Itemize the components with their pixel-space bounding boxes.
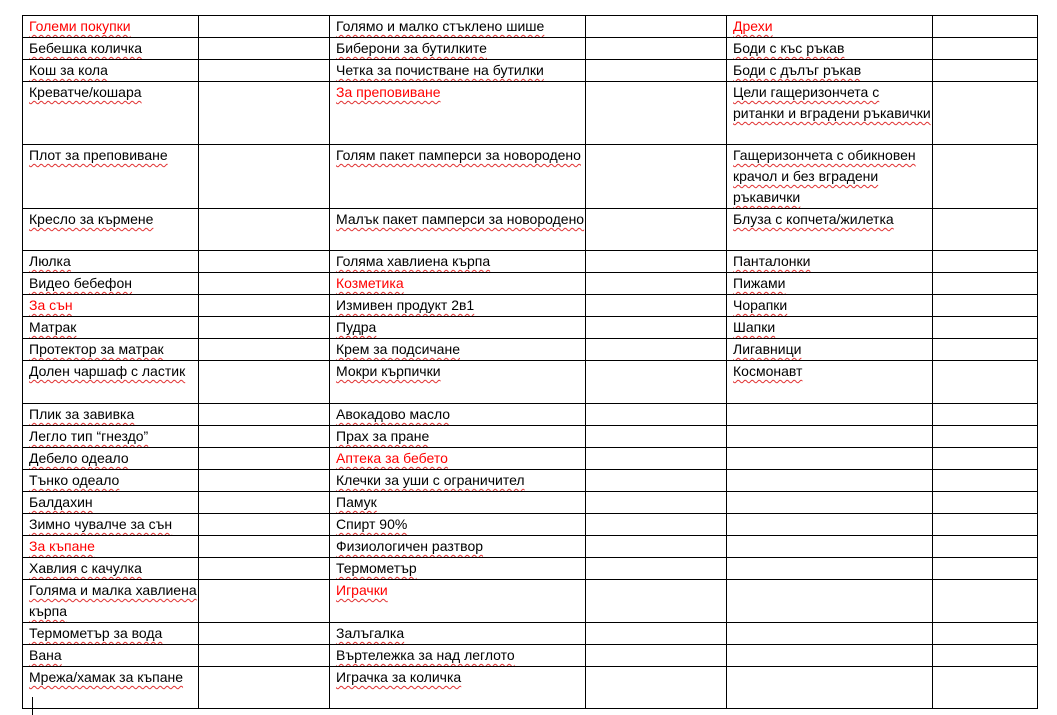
item-cell[interactable] [330,470,586,492]
empty-cell[interactable] [586,82,727,145]
baby-shopping-table [22,15,1038,709]
item-label: Авокадово масло [336,406,451,422]
item-cell[interactable] [23,558,199,580]
item-cell[interactable] [23,60,199,82]
item-label: Голям пакет памперси за новородено [336,147,581,163]
table-row [23,317,1038,339]
empty-cell[interactable] [933,209,1038,251]
item-label: Чорапки [733,297,788,313]
item-label: Боди с къс ръкав [733,40,845,56]
table-row [23,38,1038,60]
category-heading: За къпане [29,538,95,554]
empty-cell[interactable] [933,38,1038,60]
item-cell[interactable] [23,667,199,709]
empty-cell[interactable] [933,448,1038,470]
item-cell[interactable] [330,404,586,426]
item-label: Пижами [733,275,786,291]
item-cell[interactable] [23,82,199,145]
item-label: Шапки [733,319,776,335]
item-label: Панталонки [733,253,811,269]
item-cell[interactable] [727,60,933,82]
empty-cell[interactable] [586,209,727,251]
empty-cell[interactable] [199,145,330,209]
item-cell[interactable] [23,38,199,60]
empty-cell[interactable] [586,295,727,317]
item-cell[interactable] [23,273,199,295]
table-row [23,645,1038,667]
item-label: Спирт 90% [336,516,408,532]
empty-cell[interactable] [586,273,727,295]
item-cell[interactable] [23,514,199,536]
empty-cell[interactable] [586,145,727,209]
table-row [23,580,1038,623]
table-row [23,273,1038,295]
item-label: Балдахин [29,494,93,510]
empty-cell[interactable] [933,82,1038,145]
table-row [23,209,1038,251]
item-label: Четка за почистване на бутилки [336,62,544,78]
category-heading-cell[interactable] [330,580,586,623]
item-cell[interactable] [23,623,199,645]
item-cell[interactable] [330,361,586,404]
item-label: Матрак [29,319,77,335]
item-cell[interactable] [330,514,586,536]
item-label: Видео бебефон [29,275,132,291]
item-label: Залъгалка [336,625,405,641]
item-label: Плик за завивка [29,406,135,422]
empty-cell[interactable] [199,251,330,273]
item-label: Измивен продукт 2в1 [336,297,475,313]
item-label: Прах за пране [336,428,430,444]
table-row [23,623,1038,645]
empty-cell[interactable] [933,60,1038,82]
item-label: Голяма хавлиена кърпа [336,253,491,269]
item-label: Люлка [29,253,71,269]
item-cell[interactable] [727,295,933,317]
category-heading: Големи покупки [29,18,131,34]
empty-cell[interactable] [199,514,330,536]
category-heading: Козметика [336,275,404,291]
empty-cell[interactable] [933,623,1038,645]
item-label: Голяма и малка хавлиена кърпа [29,582,197,619]
item-cell[interactable] [23,426,199,448]
empty-cell[interactable] [199,536,330,558]
item-label: Космонавт [733,363,803,379]
item-cell[interactable] [23,470,199,492]
empty-cell[interactable] [199,209,330,251]
table-row [23,667,1038,709]
item-cell[interactable] [727,273,933,295]
item-cell[interactable] [727,251,933,273]
item-cell[interactable] [23,492,199,514]
item-cell[interactable] [727,492,933,514]
item-label: Мокри кърпички [336,363,441,379]
empty-cell[interactable] [199,426,330,448]
table-row [23,251,1038,273]
empty-cell[interactable] [586,645,727,667]
table-row [23,60,1038,82]
empty-cell[interactable] [933,514,1038,536]
item-label: Термометър [336,560,417,576]
item-cell[interactable] [23,361,199,404]
table-row [23,16,1038,38]
item-cell[interactable] [330,536,586,558]
empty-cell[interactable] [586,38,727,60]
empty-cell[interactable] [933,536,1038,558]
item-label: Хавлия с качулка [29,560,142,576]
item-cell[interactable] [23,317,199,339]
item-cell[interactable] [330,16,586,38]
item-cell[interactable] [23,645,199,667]
item-label: Креватче/кошара [29,84,142,100]
item-cell[interactable] [330,645,586,667]
item-label: Гащеризончета с обикновен крачол и без вградени ръкавички [733,147,916,205]
empty-cell[interactable] [199,273,330,295]
empty-cell[interactable] [933,667,1038,709]
item-cell[interactable] [330,251,586,273]
item-label: Кресло за кърмене [29,211,154,227]
empty-cell[interactable] [199,295,330,317]
item-cell[interactable] [727,82,933,145]
empty-cell[interactable] [586,404,727,426]
table-row [23,295,1038,317]
category-heading-cell[interactable] [23,16,199,38]
item-cell[interactable] [330,667,586,709]
empty-cell[interactable] [933,580,1038,623]
item-label: Зимно чувалче за сън [29,516,173,532]
empty-cell[interactable] [933,145,1038,209]
item-label: Клечки за уши с ограничител [336,472,525,488]
item-cell[interactable] [727,514,933,536]
empty-cell[interactable] [199,558,330,580]
item-cell[interactable] [330,60,586,82]
item-cell[interactable] [330,339,586,361]
item-cell[interactable] [727,404,933,426]
table-row [23,558,1038,580]
table-row [23,404,1038,426]
empty-cell[interactable] [199,645,330,667]
item-label: Легло тип “гнездо” [29,428,149,444]
empty-cell[interactable] [199,623,330,645]
empty-cell[interactable] [199,82,330,145]
item-label: Кош за кола [29,62,108,78]
item-cell[interactable] [727,470,933,492]
category-heading: За преповиване [336,84,441,100]
item-label: Дебело одеало [29,450,129,466]
item-cell[interactable] [727,361,933,404]
empty-cell[interactable] [199,60,330,82]
text-cursor [32,697,33,715]
item-label: Биберони за бутилките [336,40,487,56]
item-cell[interactable] [23,339,199,361]
category-heading-cell[interactable] [23,295,199,317]
empty-cell[interactable] [586,448,727,470]
empty-cell[interactable] [586,536,727,558]
item-cell[interactable] [330,145,586,209]
item-cell[interactable] [727,339,933,361]
empty-cell[interactable] [933,404,1038,426]
empty-cell[interactable] [933,251,1038,273]
empty-cell[interactable] [586,470,727,492]
item-label: Физиологичен разтвор [336,538,484,554]
item-label: Термометър за вода [29,625,163,641]
item-label: Блуза с копчета/жилетка [733,211,894,227]
table-row [23,82,1038,145]
empty-cell[interactable] [199,16,330,38]
table-row [23,470,1038,492]
empty-cell[interactable] [586,317,727,339]
item-cell[interactable] [23,145,199,209]
item-label: Крем за подсичане [336,341,460,357]
empty-cell[interactable] [586,580,727,623]
item-cell[interactable] [330,209,586,251]
item-cell[interactable] [727,580,933,623]
empty-cell[interactable] [933,426,1038,448]
empty-cell[interactable] [199,404,330,426]
empty-cell[interactable] [586,623,727,645]
empty-cell[interactable] [933,492,1038,514]
item-label: Памук [336,494,377,510]
empty-cell[interactable] [586,361,727,404]
category-heading: Дрехи [733,18,773,34]
empty-cell[interactable] [933,361,1038,404]
empty-cell[interactable] [199,448,330,470]
item-cell[interactable] [727,667,933,709]
table-row [23,536,1038,558]
item-cell[interactable] [727,426,933,448]
item-cell[interactable] [330,558,586,580]
empty-cell[interactable] [199,470,330,492]
empty-cell[interactable] [933,16,1038,38]
empty-cell[interactable] [586,492,727,514]
item-cell[interactable] [727,317,933,339]
empty-cell[interactable] [586,339,727,361]
empty-cell[interactable] [586,60,727,82]
category-heading: Аптека за бебето [336,450,448,466]
category-heading: Играчки [336,582,388,598]
empty-cell[interactable] [199,38,330,60]
item-label: Бебешка количка [29,40,143,56]
empty-cell[interactable] [199,361,330,404]
item-cell[interactable] [727,209,933,251]
table-row [23,492,1038,514]
category-heading-cell[interactable] [330,82,586,145]
empty-cell[interactable] [586,558,727,580]
empty-cell[interactable] [933,645,1038,667]
empty-cell[interactable] [199,580,330,623]
empty-cell[interactable] [199,317,330,339]
category-heading-cell[interactable] [23,536,199,558]
item-cell[interactable] [23,251,199,273]
empty-cell[interactable] [586,251,727,273]
table-row [23,339,1038,361]
empty-cell[interactable] [586,514,727,536]
empty-cell[interactable] [586,667,727,709]
item-cell[interactable] [727,448,933,470]
item-cell[interactable] [23,209,199,251]
item-label: Вана [29,647,62,663]
item-cell[interactable] [330,317,586,339]
item-cell[interactable] [330,623,586,645]
item-label: Играчка за количка [336,669,462,685]
empty-cell[interactable] [199,667,330,709]
category-heading-cell[interactable] [330,448,586,470]
empty-cell[interactable] [933,295,1038,317]
category-heading-cell[interactable] [727,16,933,38]
item-cell[interactable] [727,623,933,645]
empty-cell[interactable] [199,339,330,361]
empty-cell[interactable] [933,317,1038,339]
category-heading-cell[interactable] [330,273,586,295]
item-label: Въртележка за над леглото [336,647,515,663]
table-row [23,145,1038,209]
item-label: Тънко одеало [29,472,120,488]
item-cell[interactable] [23,448,199,470]
item-label: Голямо и малко стъклено шише [336,18,545,34]
item-cell[interactable] [23,404,199,426]
category-heading: За сън [29,297,73,313]
item-cell[interactable] [23,580,199,623]
empty-cell[interactable] [199,492,330,514]
item-label: Цели гащеризончета с ританки и вградени ръкавички [733,84,931,121]
table-row [23,426,1038,448]
empty-cell[interactable] [586,426,727,448]
item-cell[interactable] [727,536,933,558]
empty-cell[interactable] [933,339,1038,361]
item-label: Мрежа/хамак за къпане [29,669,184,685]
empty-cell[interactable] [933,558,1038,580]
table-row [23,361,1038,404]
item-cell[interactable] [727,645,933,667]
item-label: Пудра [336,319,377,335]
empty-cell[interactable] [586,16,727,38]
item-label: Протектор за матрак [29,341,164,357]
item-cell[interactable] [727,558,933,580]
item-cell[interactable] [330,426,586,448]
item-label: Лигавници [733,341,802,357]
item-cell[interactable] [727,38,933,60]
empty-cell[interactable] [933,470,1038,492]
item-cell[interactable] [727,145,933,209]
table-row [23,448,1038,470]
item-cell[interactable] [330,492,586,514]
item-label: Малък пакет памперси за новородено [336,211,585,227]
empty-cell[interactable] [933,273,1038,295]
item-label: Долен чаршаф с ластик [29,363,186,379]
item-cell[interactable] [330,295,586,317]
table-row [23,514,1038,536]
item-label: Плот за преповиване [29,147,168,163]
item-cell[interactable] [330,38,586,60]
item-label: Боди с дълъг ръкав [733,62,862,78]
